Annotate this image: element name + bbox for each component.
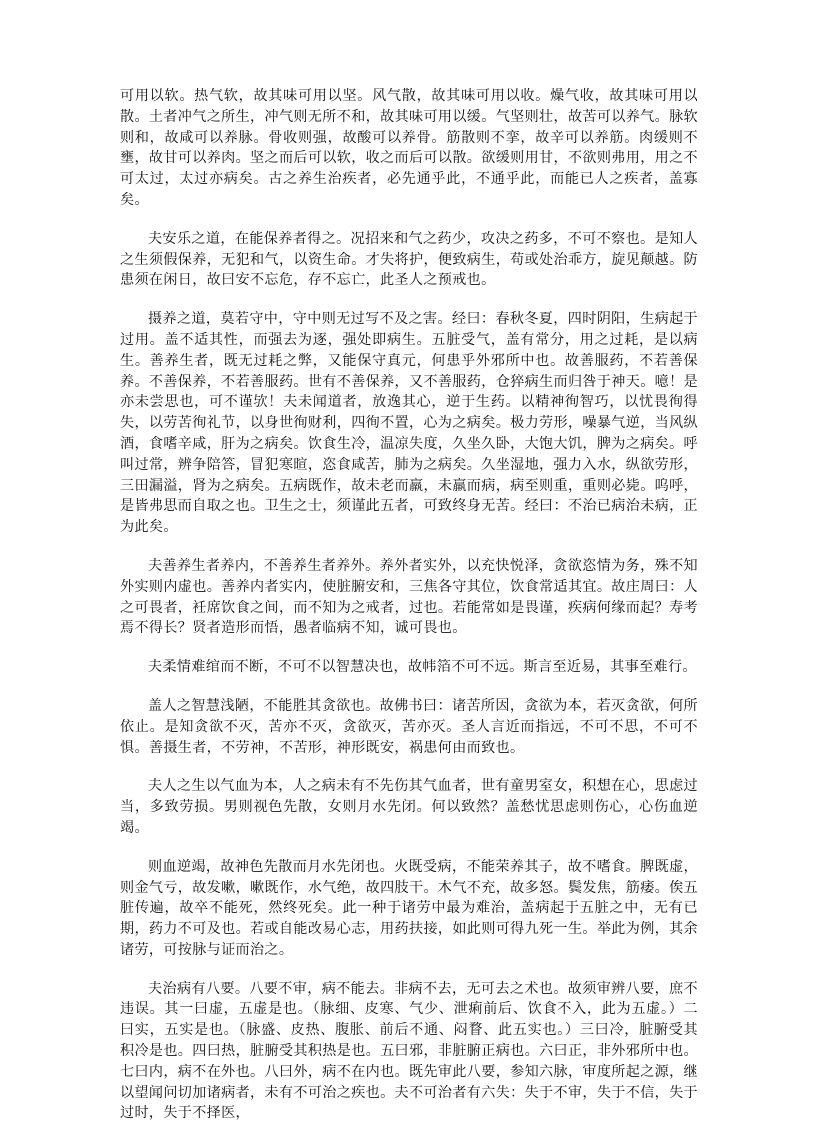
paragraph-1: 可用以软。热气软，故其味可用以坚。风气散，故其味可用以收。燥气收，故其味可用以散。土者冲气之所生，冲气则无所不和，故其味可用以缓。气坚则壮，故苦可以养气。脉软则和，故咸可以养脉。骨收则强，故酸可以养骨。筋散则不挛，故辛可以养筋。肉缓则不壅，故甘可以养肉。坚之而后可以软，收之而后可以散。欲缓则用甘，不欲则弗用，用之不可太过，太过亦病矣。古之养生治疾者，必先通乎此，不通乎此，而能已人之疾者，盖寡矣。 — [120, 88, 698, 208]
paragraph-7: 夫人之生以气血为本，人之病未有不先伤其气血者，世有童男室女，积想在心，思虑过当，多致劳损。男则视色先散，女则月水先闭。何以致然？盖愁忧思虑则伤心，心伤血逆竭。 — [120, 778, 698, 836]
paragraph-5: 夫柔情难绾而不断，不可不以智慧决也，故帏箔不可不远。斯言至近易，其事至难行。 — [148, 659, 697, 676]
paragraph-2: 夫安乐之道，在能保养者得之。况招来和气之药少，攻决之药多，不可不察也。是知人之生须假保养，无犯和气，以资生命。才失将护，便致病生，苟或处治乖方，旋见颠越。防患须在闲日，故曰安不忘危，存不忘亡，此圣人之预戒也。 — [120, 230, 698, 289]
paragraph-8: 则血逆竭，故神色先散而月水先闭也。火既受病，不能荣养其子，故不嗜食。脾既虚，则金气亏，故发嗽，嗽既作，水气绝，故四肢干。木气不充，故多怒。鬓发焦，筋痿。俟五脏传遍，故卒不能死，然终死矣。此一种于诸劳中最为难治，盖病起于五脏之中，无有已期，药力不可及也。若或自能改易心志，用药扶接，如此则可得九死一生。举此为例，其余诸劳，可按脉与证而治之。 — [120, 858, 698, 958]
paragraph-4: 夫善养生者养内，不善养生者养外。养外者实外，以充快悦泽，贪欲恣情为务，殊不知外实则内虚也。善养内者实内，使脏腑安和，三焦各守其位，饮食常适其宜。故庄周曰：人之可畏者，衽席饮食之间，而不知为之戒者，过也。若能常如是畏谨，疾病何缘而起？寿考焉不得长？贤者造形而悟，愚者临病不知，诚可畏也。 — [120, 557, 698, 637]
paragraph-9: 夫治病有八要。八要不审，病不能去。非病不去，无可去之术也。故须审辨八要，庶不违误。其一曰虚，五虚是也。（脉细、皮寒、气少、泄痢前后、饮食不入，此为五虚。）二曰实，五实是也。（脉盛、皮热、腹胀、前后不通、闷瞀、此五实也。）三曰冷，脏腑受其积冷是也。四曰热，脏腑受其积热是也。五曰邪，非脏腑正病也。六曰正，非外邪所中也。七曰内，病不在外也。八曰外，病不在内也。既先审此八要，参知六脉，审度所起之源，继以望闻问切加诸病者，未有不可治之疾也。夫不可治者有六失：失于不审，失于不信，失于过时，失于不择医， — [120, 980, 698, 1122]
paragraph-6: 盖人之智慧浅陋，不能胜其贪欲也。故佛书曰：诸苦所因，贪欲为本，若灭贪欲，何所依止。是知贪欲不灭，苦亦不灭，贪欲灭，苦亦灭。圣人言近而指远，不可不思，不可不惧。善摄生者，不劳神，不苦形，神形既安，祸患何由而致也。 — [120, 697, 698, 756]
paragraph-3: 摄养之道，莫若守中，守中则无过写不及之害。经曰：春秋冬夏，四时阴阳，生病起于过用。盖不适其性，而强去为逐，强处即病生。五脏受气，盖有常分，用之过耗，是以病生。善养生者，既无过耗之弊，又能保守真元，何患乎外邪所中也。故善服药，不若善保养。不善保养，不若善服药。世有不善保养，又不善服药，仓猝病生而归咎于神天。噫！是亦未尝思也，可不谨欤！夫未闻道者，放逸其心，逆于生药。以精神徇智巧，以忧畏徇得失，以劳苦徇礼节，以身世徇财利，四徇不置，心为之病矣。极力劳形，噪暴气逆，当风纵酒，食嗜辛咸，肝为之病矣。饮食生冷，温凉失度，久坐久卧，大饱大饥，脾为之病矣。呼叫过常，辨争陪答，冒犯寒暄，恣食咸苦，肺为之病矣。久坐湿地，强力入水，纵欲劳形，三田漏溢，肾为之病矣。五病既作，故未老而羸，未羸而病，病至则重，重则必毙。呜呼，是皆弗思而自取之也。卫生之士，须谨此五者，可致终身无苦。经曰：不治已病治未病，正为此矣。 — [120, 311, 698, 536]
